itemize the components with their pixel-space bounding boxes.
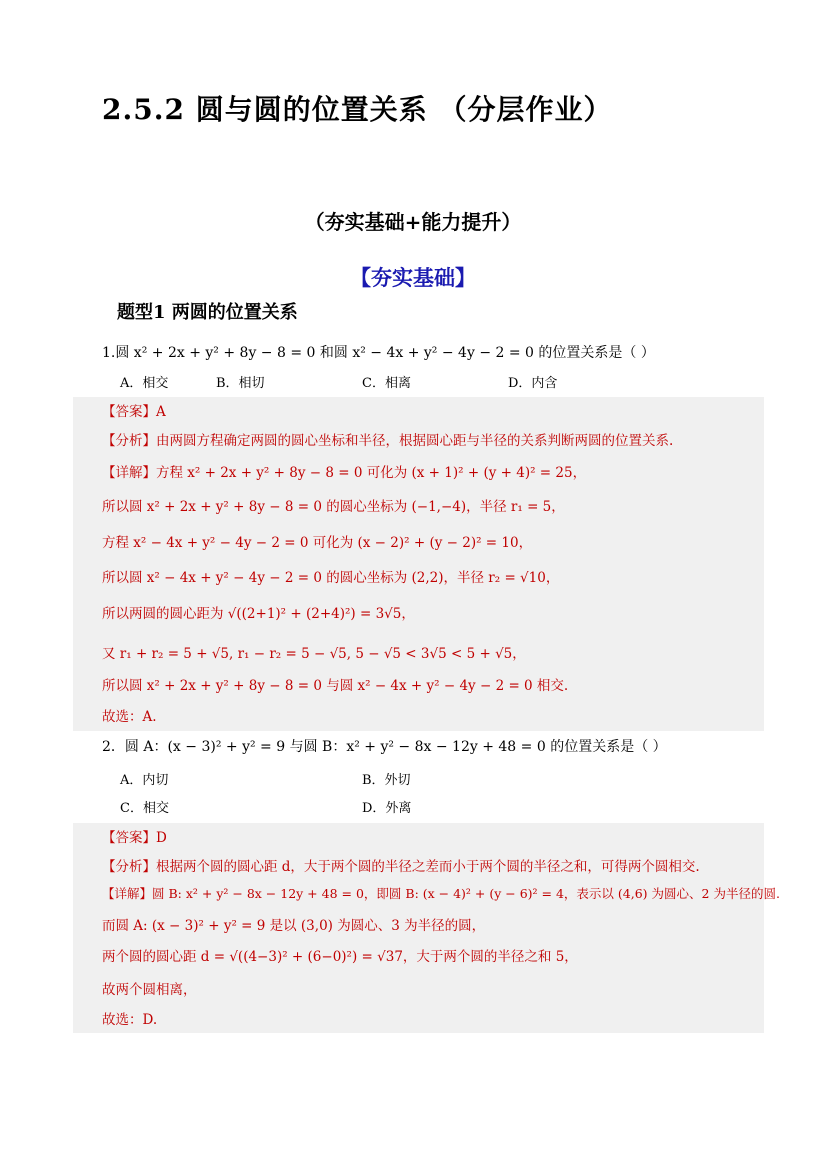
q2-detail-line: 而圆 A: (x − 3)² + y² = 9 是以 (3,0) 为圆心、3 为半径的圆，	[102, 918, 486, 934]
q1-detail-line: 又 r₁ + r₂ = 5 + √5, r₁ − r₂ = 5 − √5, 5 − √5 < 3√5 < 5 + √5，	[102, 646, 526, 662]
q2-option-c: C．相交	[120, 801, 169, 816]
question-2-stem: 2．圆 A：(x − 3)² + y² = 9 与圆 B：x² + y² − 8x − 12y + 48 = 0 的位置关系是（ ）	[102, 739, 667, 755]
question-type-heading: 题型1 两圆的位置关系	[117, 302, 298, 323]
q1-analysis: 【分析】由两圆方程确定两圆的圆心坐标和半径，根据圆心距与半径的关系判断两圆的位置关系.	[102, 433, 674, 449]
q1-detail-line: 所以圆 x² + 2x + y² + 8y − 8 = 0 的圆心坐标为 (−1,−4)，半径 r₁ = 5，	[102, 499, 565, 515]
q1-option-a: A．相交	[120, 376, 169, 391]
q1-detail-line: 所以圆 x² − 4x + y² − 4y − 2 = 0 的圆心坐标为 (2,2)，半径 r₂ = √10，	[102, 570, 560, 586]
page-subtitle: （夯实基础+能力提升）	[304, 210, 522, 234]
page-title: 2.5.2 圆与圆的位置关系 （分层作业）	[102, 93, 613, 126]
q2-detail-line: 【详解】圆 B: x² + y² − 8x − 12y + 48 = 0，即圆 B: (x − 4)² + (y − 6)² = 4，表示以 (4,6) 为圆心、2 为半径的圆.	[102, 886, 780, 901]
q1-answer: 【答案】A	[102, 404, 166, 420]
q2-option-a: A．内切	[120, 773, 169, 788]
q2-answer: 【答案】D	[102, 830, 167, 846]
q2-detail-line: 两个圆的圆心距 d = √((4−3)² + (6−0)²) = √37，大于两个圆的半径之和 5，	[102, 949, 578, 965]
q1-detail-line: 方程 x² − 4x + y² − 4y − 2 = 0 可化为 (x − 2)² + (y − 2)² = 10，	[102, 535, 533, 551]
q2-detail-line: 故选：D.	[102, 1012, 158, 1028]
q1-option-c: C．相离	[362, 376, 411, 391]
q1-detail-line: 【详解】方程 x² + 2x + y² + 8y − 8 = 0 可化为 (x + 1)² + (y + 4)² = 25，	[102, 465, 587, 481]
q2-option-d: D．外离	[362, 801, 412, 816]
q1-option-d: D．内含	[508, 376, 558, 391]
q2-analysis: 【分析】根据两个圆的圆心距 d，大于两个圆的半径之差而小于两个圆的半径之和，可得两个圆相交.	[102, 859, 700, 875]
q2-option-b: B．外切	[362, 773, 411, 788]
section-heading: 【夯实基础】	[350, 265, 476, 290]
q1-detail-line: 所以圆 x² + 2x + y² + 8y − 8 = 0 与圆 x² − 4x + y² − 4y − 2 = 0 相交.	[102, 678, 569, 694]
question-1-stem: 1.圆 x² + 2x + y² + 8y − 8 = 0 和圆 x² − 4x + y² − 4y − 2 = 0 的位置关系是（ ）	[102, 345, 655, 361]
q2-detail-line: 故两个圆相离，	[102, 982, 197, 998]
q1-detail-line: 故选：A.	[102, 709, 157, 725]
q1-option-b: B．相切	[216, 376, 265, 391]
q1-detail-line: 所以两圆的圆心距为 √((2+1)² + (2+4)²) = 3√5，	[102, 606, 415, 622]
